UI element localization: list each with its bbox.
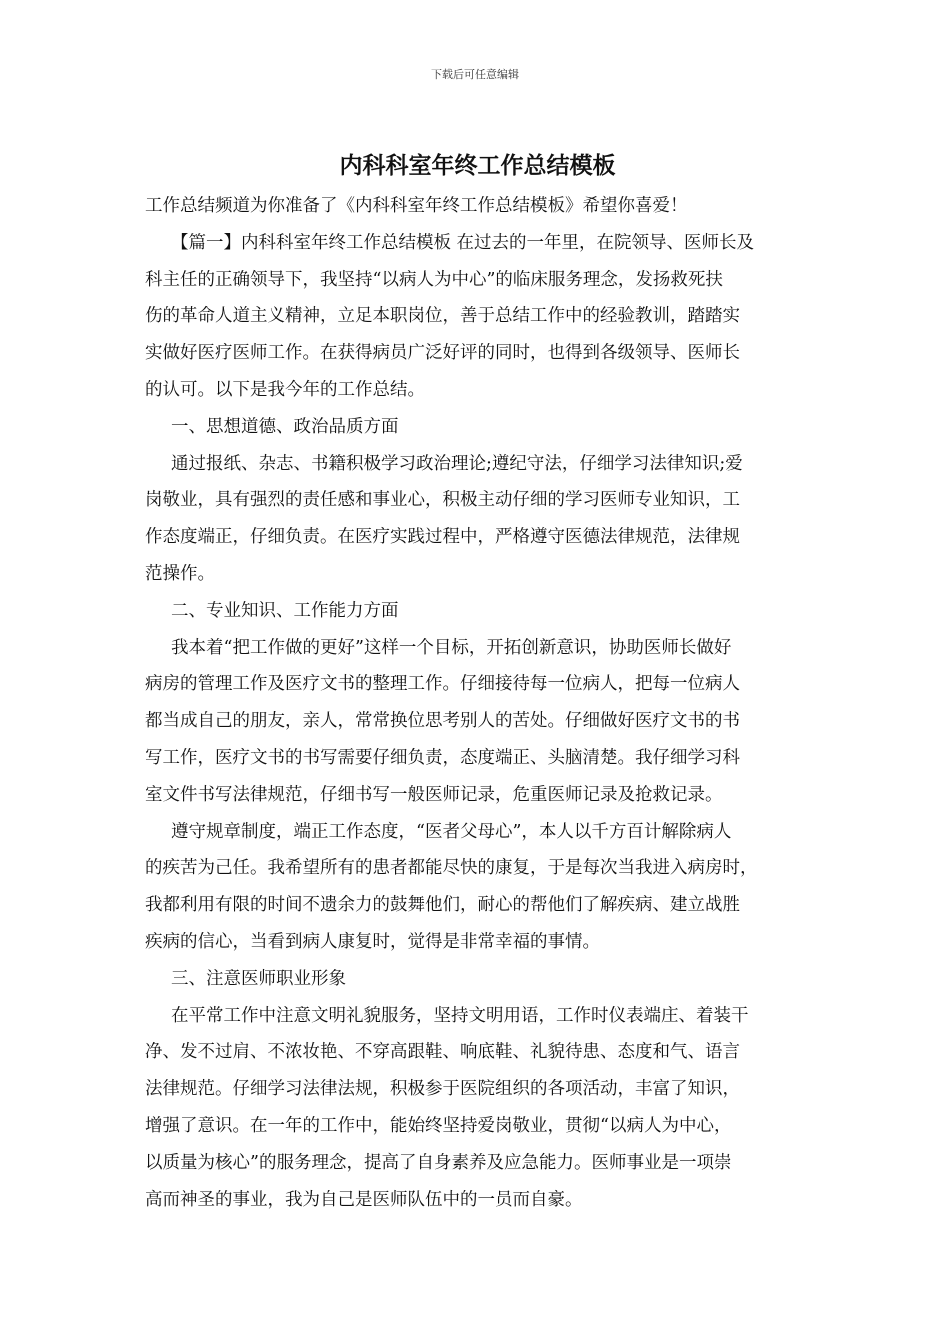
text-line: 的疾苦为己任。我希望所有的患者都能尽快的康复，于是每次当我进入病房时，	[145, 858, 758, 879]
text-line: 我都利用有限的时间不遗余力的鼓舞他们，耐心的帮他们了解疾病、建立战胜	[145, 895, 740, 916]
text-line: 通过报纸、杂志、书籍积极学习政治理论;遵纪守法，仔细学习法律知识;爱	[171, 453, 743, 474]
text-line: 作态度端正，仔细负责。在医疗实践过程中，严格遵守医德法律规范，法律规	[145, 527, 740, 548]
text-line: 净、发不过肩、不浓妆艳、不穿高跟鞋、响底鞋、礼貌待患、态度和气、语言	[145, 1042, 740, 1063]
text-line: 法律规范。仔细学习法律法规，积极参于医院组织的各项活动，丰富了知识，	[145, 1079, 740, 1100]
text-line: 的认可。以下是我今年的工作总结。	[145, 379, 425, 400]
text-line: 以质量为核心”的服务理念，提高了自身素养及应急能力。医师事业是一项崇	[145, 1152, 732, 1173]
document-title: 内科科室年终工作总结模板	[339, 152, 616, 179]
text-line: 室文件书写法律规范，仔细书写一般医师记录，危重医师记录及抢救记录。	[145, 784, 723, 805]
text-line: 科主任的正确领导下，我坚持“以病人为中心”的临床服务理念，发扬救死扶	[145, 269, 723, 290]
text-line: 岗敬业，具有强烈的责任感和事业心，积极主动仔细的学习医师专业知识，工	[145, 490, 740, 511]
text-line: 伤的革命人道主义精神，立足本职岗位，善于总结工作中的经验教训，踏踏实	[145, 306, 740, 327]
page-header-note: 下载后可任意编辑	[431, 68, 519, 81]
text-line: 一、思想道德、政治品质方面	[171, 416, 399, 437]
text-line: 工作总结频道为你准备了《内科科室年终工作总结模板》希望你喜爱！	[145, 196, 688, 216]
text-line: 在平常工作中注意文明礼貌服务，坚持文明用语，工作时仪表端庄、着装干	[171, 1005, 749, 1026]
text-line: 范操作。	[145, 563, 215, 584]
text-line: 实做好医疗医师工作。在获得病员广泛好评的同时，也得到各级领导、医师长	[145, 343, 740, 364]
text-line: 疾病的信心，当看到病人康复时，觉得是非常幸福的事情。	[145, 931, 600, 952]
text-line: 我本着“把工作做的更好”这样一个目标，开拓创新意识，协助医师长做好	[171, 637, 732, 658]
text-line: 高而神圣的事业，我为自己是医师队伍中的一员而自豪。	[145, 1189, 583, 1210]
document-text	[145, 188, 810, 1218]
text-line: 三、注意医师职业形象	[171, 968, 346, 989]
text-line: 病房的管理工作及医疗文书的整理工作。仔细接待每一位病人，把每一位病人	[145, 674, 740, 695]
text-line: 二、专业知识、工作能力方面	[171, 600, 399, 621]
text-line: 增强了意识。在一年的工作中，能始终坚持爱岗敬业，贯彻“以病人为中心，	[145, 1115, 732, 1136]
document-body	[145, 150, 810, 1218]
text-line: 都当成自己的朋友，亲人，常常换位思考别人的苦处。仔细做好医疗文书的书	[145, 711, 740, 732]
text-line: 遵守规章制度，端正工作态度，“医者父母心”，本人以千方百计解除病人	[171, 821, 732, 842]
text-line: 写工作，医疗文书的书写需要仔细负责，态度端正、头脑清楚。我仔细学习科	[145, 747, 740, 768]
text-line: 【篇一】内科科室年终工作总结模板 在过去的一年里，在院领导、医师长及	[171, 232, 755, 253]
